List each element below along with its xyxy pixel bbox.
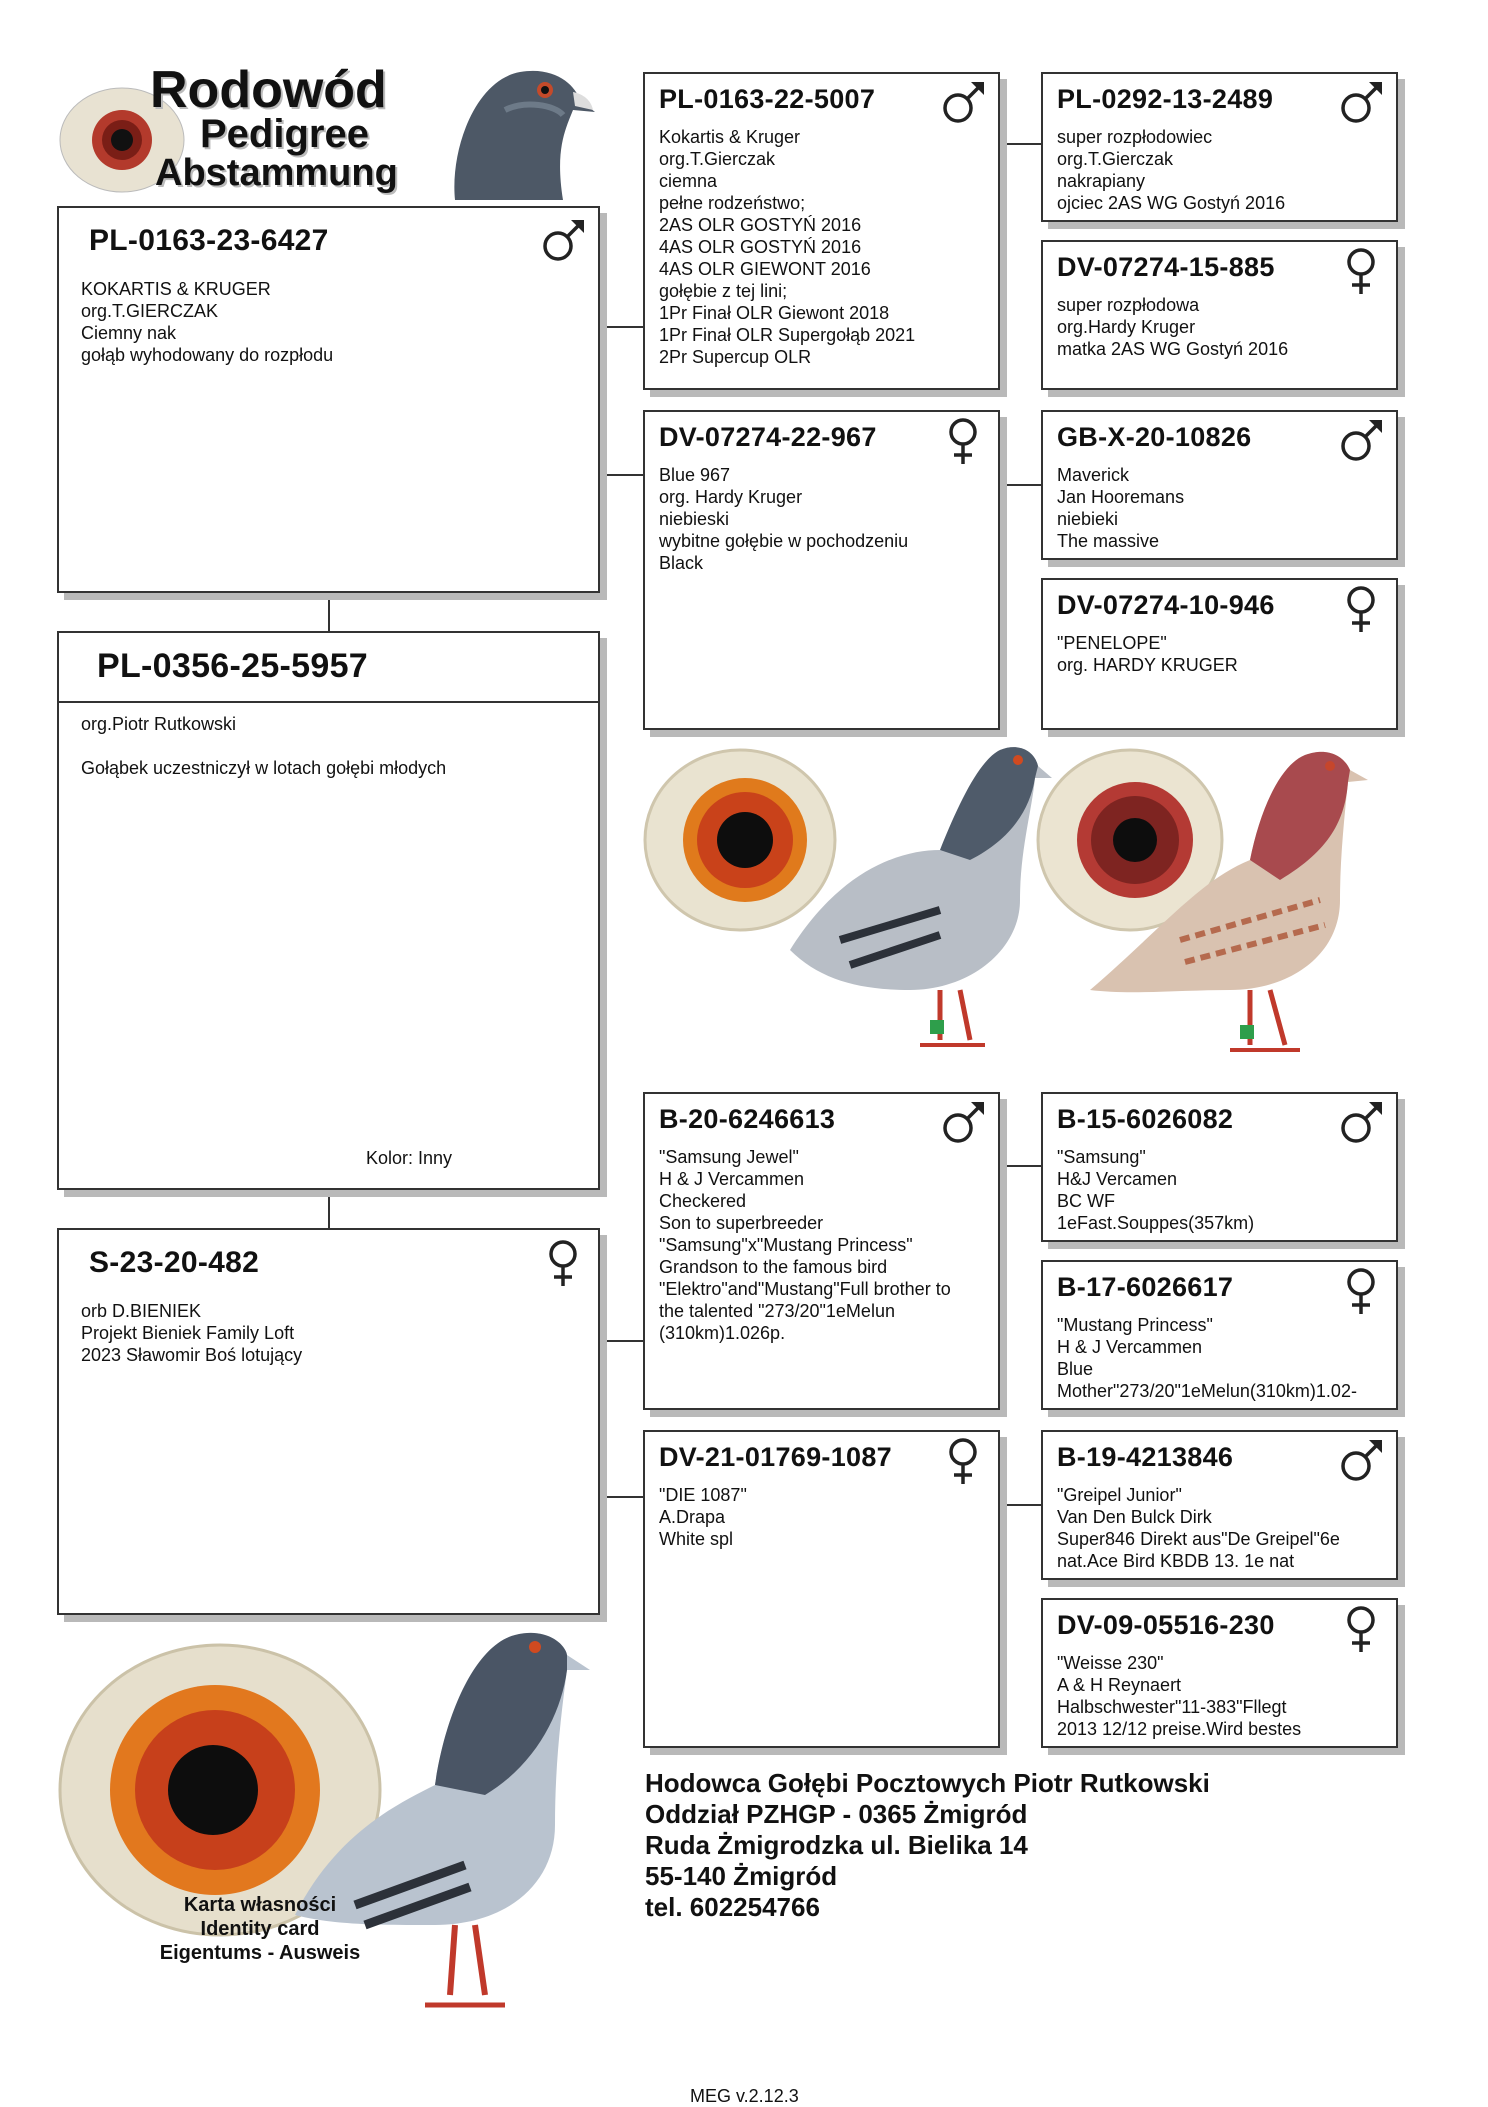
subject-color: Kolor: Inny	[366, 1148, 453, 1168]
grandparent-details	[659, 126, 988, 368]
grandparent-line: niebieski	[659, 509, 730, 529]
grandparent-line: Black	[659, 553, 704, 573]
grandparent-line: "Samsung Jewel"	[659, 1147, 799, 1167]
great-grandparent-box[interactable]	[1041, 240, 1398, 390]
id-card-pl: Karta własności	[183, 1894, 337, 1916]
great-grandparent-line: org.T.Gierczak	[1057, 149, 1174, 169]
grandparent-line: "Samsung"x"Mustang Princess"	[659, 1235, 913, 1255]
dam-ring: S-23-20-482	[89, 1246, 260, 1279]
great-grandparent-ring: DV-07274-10-946	[1057, 590, 1275, 620]
grandparent-line: 4AS OLR GOSTYŃ 2016	[659, 237, 862, 257]
id-card-en: Identity card	[200, 1918, 320, 1940]
grandparent-box[interactable]	[643, 1092, 1000, 1410]
connector-subject-dam	[328, 1190, 330, 1228]
great-grandparent-ring: DV-07274-15-885	[1057, 252, 1275, 282]
great-grandparent-ring: DV-09-05516-230	[1057, 1610, 1275, 1640]
identity-pigeon-illustration	[55, 1615, 615, 2035]
female-icon	[538, 1238, 588, 1288]
grandparent-ring: DV-07274-22-967	[659, 422, 877, 452]
female-icon	[1336, 584, 1386, 634]
connector-dam-gp3	[600, 1340, 644, 1342]
male-icon	[538, 216, 588, 266]
grandparent-line: 2Pr Supercup OLR	[659, 347, 812, 367]
grandparent-box[interactable]	[643, 72, 1000, 390]
sire-line: org.T.GIERCZAK	[81, 301, 219, 321]
great-grandparent-box[interactable]	[1041, 1598, 1398, 1748]
great-grandparent-line: "Samsung"	[1057, 1147, 1146, 1167]
connector-dam-gp4	[600, 1496, 644, 1498]
great-grandparent-ring: PL-0292-13-2489	[1057, 84, 1274, 114]
great-grandparent-line: nakrapiany	[1057, 171, 1146, 191]
title-pedigree: Pedigree	[200, 112, 369, 156]
great-grandparent-details	[1057, 1484, 1386, 1572]
grandparent-line: pełne rodzeństwo;	[659, 193, 806, 213]
male-icon	[1336, 1436, 1386, 1486]
great-grandparent-ring: GB-X-20-10826	[1057, 422, 1252, 452]
great-grandparent-box[interactable]	[1041, 578, 1398, 730]
great-grandparent-line: "PENELOPE"	[1057, 633, 1167, 653]
grandparent-line: Grandson to the famous bird	[659, 1257, 888, 1277]
great-grandparent-line: "Greipel Junior"	[1057, 1485, 1182, 1505]
great-grandparent-line: The massive	[1057, 531, 1160, 551]
grandparent-ring: B-20-6246613	[659, 1104, 836, 1134]
pigeon-photos-illustration	[640, 740, 1400, 1080]
grandparent-line: 2AS OLR GOSTYŃ 2016	[659, 215, 862, 235]
great-grandparent-line: 2013 12/12 preise.Wird bestes	[1057, 1719, 1302, 1739]
grandparent-line: Checkered	[659, 1191, 747, 1211]
grandparent-ring: DV-21-01769-1087	[659, 1442, 892, 1472]
connector-sire-subject	[328, 593, 330, 633]
grandparent-line: the talented "273/20"1eMelun	[659, 1301, 895, 1321]
great-grandparent-line: Jan Hooremans	[1057, 487, 1185, 507]
subject-divider	[59, 701, 598, 703]
sire-box[interactable]	[57, 206, 600, 593]
grandparent-line: Kokartis & Kruger	[659, 127, 801, 147]
great-grandparent-line: Mother"273/20"1eMelun(310km)1.02-	[1057, 1381, 1357, 1401]
great-grandparent-line: org. HARDY KRUGER	[1057, 655, 1238, 675]
great-grandparent-line: matka 2AS WG Gostyń 2016	[1057, 339, 1289, 359]
grandparent-line: Blue 967	[659, 465, 731, 485]
male-icon	[1336, 78, 1386, 128]
identity-card-label	[130, 1893, 390, 1965]
great-grandparent-line: Blue	[1057, 1359, 1094, 1379]
grandparent-line: 4AS OLR GIEWONT 2016	[659, 259, 871, 279]
grandparent-line: org.T.Gierczak	[659, 149, 776, 169]
male-icon	[938, 1098, 988, 1148]
grandparent-details	[659, 1484, 988, 1550]
subject-box[interactable]	[57, 631, 600, 1190]
great-grandparent-box[interactable]	[1041, 410, 1398, 560]
pigeon-blue-icon	[790, 747, 1052, 1045]
great-grandparent-line: Van Den Bulck Dirk	[1057, 1507, 1212, 1527]
dam-line: orb D.BIENIEK	[81, 1301, 202, 1321]
grandparent-line: H & J Vercammen	[659, 1169, 805, 1189]
grandparent-line: 1Pr Finał OLR Supergołąb 2021	[659, 325, 916, 345]
grandparent-line: "DIE 1087"	[659, 1485, 747, 1505]
dam-line: Projekt Bieniek Family Loft	[81, 1323, 295, 1343]
subject-line: Gołąbek uczestniczył w lotach gołębi młodych	[81, 758, 447, 778]
great-grandparent-details	[1057, 1146, 1386, 1234]
female-icon	[1336, 1604, 1386, 1654]
female-icon	[1336, 1266, 1386, 1316]
male-icon	[1336, 416, 1386, 466]
sire-line: KOKARTIS & KRUGER	[81, 279, 271, 299]
great-grandparent-line: super rozpłodowa	[1057, 295, 1200, 315]
sire-line: gołąb wyhodowany do rozpłodu	[81, 345, 334, 365]
great-grandparent-box[interactable]	[1041, 1260, 1398, 1410]
grandparent-line: White spl	[659, 1529, 734, 1549]
grandparent-line: A.Drapa	[659, 1507, 726, 1527]
great-grandparent-line: Super846 Direkt aus"De Greipel"6e	[1057, 1529, 1340, 1549]
female-icon	[1336, 246, 1386, 296]
breeder-branch: Oddział PZHGP - 0365 Żmigród	[645, 1799, 1028, 1829]
connector-gp2-ggp	[997, 484, 1041, 486]
title-rodowod: Rodowód	[150, 61, 387, 119]
female-icon	[938, 1436, 988, 1486]
header-pigeon-head-icon	[445, 60, 595, 200]
male-icon	[938, 78, 988, 128]
breeder-city: 55-140 Żmigród	[645, 1861, 838, 1891]
dam-box[interactable]	[57, 1228, 600, 1615]
grandparent-line: org. Hardy Kruger	[659, 487, 803, 507]
great-grandparent-details	[1057, 294, 1386, 360]
grandparent-line: "Elektro"and"Mustang"Full brother to	[659, 1279, 951, 1299]
subject-line	[81, 735, 588, 757]
subject-ring: PL-0356-25-5957	[97, 647, 369, 685]
great-grandparent-line: nat.Ace Bird KBDB 13. 1e nat	[1057, 1551, 1295, 1571]
breeder-street: Ruda Żmigrodzka ul. Bielika 14	[645, 1830, 1028, 1860]
great-grandparent-line: "Weisse 230"	[1057, 1653, 1164, 1673]
title-abstammung: Abstammung	[155, 152, 398, 194]
grandparent-box[interactable]	[643, 1430, 1000, 1748]
breeder-info	[645, 1768, 1210, 1923]
breeder-phone: tel. 602254766	[645, 1892, 820, 1922]
header-logo	[55, 60, 615, 200]
grandparent-line: gołębie z tej lini;	[659, 281, 788, 301]
great-grandparent-ring: B-17-6026617	[1057, 1272, 1234, 1302]
grandparent-box[interactable]	[643, 410, 1000, 730]
great-grandparent-box[interactable]	[1041, 1092, 1398, 1242]
great-grandparent-line: H & J Vercammen	[1057, 1337, 1203, 1357]
breeder-name: Hodowca Gołębi Pocztowych Piotr Rutkowski	[645, 1768, 1210, 1798]
great-grandparent-details	[1057, 1314, 1386, 1402]
version-label: MEG v.2.12.3	[690, 2086, 799, 2106]
grandparent-line: wybitne gołębie w pochodzeniu	[659, 531, 909, 551]
connector-gp1-ggp	[997, 143, 1041, 145]
great-grandparent-line: Maverick	[1057, 465, 1130, 485]
great-grandparent-line: A & H Reynaert	[1057, 1675, 1182, 1695]
great-grandparent-box[interactable]	[1041, 1430, 1398, 1580]
id-card-de: Eigentums - Ausweis	[159, 1942, 361, 1964]
great-grandparent-line: 1eFast.Souppes(357km)	[1057, 1213, 1255, 1233]
male-icon	[1336, 1098, 1386, 1148]
grandparent-line: (310km)1.026p.	[659, 1323, 786, 1343]
dam-details	[81, 1300, 588, 1366]
great-grandparent-line: niebieki	[1057, 509, 1119, 529]
great-grandparent-ring: B-19-4213846	[1057, 1442, 1234, 1472]
grandparent-details	[659, 1146, 988, 1344]
connector-sire-gp1	[600, 326, 644, 328]
great-grandparent-line: org.Hardy Kruger	[1057, 317, 1196, 337]
great-grandparent-line: super rozpłodowiec	[1057, 127, 1213, 147]
great-grandparent-line: ojciec 2AS WG Gostyń 2016	[1057, 193, 1286, 213]
great-grandparent-ring: B-15-6026082	[1057, 1104, 1234, 1134]
grandparent-line: 1Pr Finał OLR Giewont 2018	[659, 303, 890, 323]
great-grandparent-details	[1057, 464, 1386, 552]
great-grandparent-details	[1057, 1652, 1386, 1740]
grandparent-line: ciemna	[659, 171, 718, 191]
sire-details	[81, 278, 588, 366]
great-grandparent-box[interactable]	[1041, 72, 1398, 222]
great-grandparent-line: "Mustang Princess"	[1057, 1315, 1213, 1335]
grandparent-line: Son to superbreeder	[659, 1213, 824, 1233]
great-grandparent-line: BC WF	[1057, 1191, 1115, 1211]
sire-line: Ciemny nak	[81, 323, 177, 343]
subject-details	[81, 713, 588, 779]
grandparent-details	[659, 464, 988, 574]
subject-line: org.Piotr Rutkowski	[81, 714, 237, 734]
connector-gp3-ggp	[997, 1165, 1041, 1167]
dam-line: 2023 Sławomir Boś lotujący	[81, 1345, 303, 1365]
great-grandparent-details	[1057, 126, 1386, 214]
great-grandparent-line: Halbschwester"11-383"Fllegt	[1057, 1697, 1287, 1717]
grandparent-ring: PL-0163-22-5007	[659, 84, 876, 114]
connector-sire-gp2	[600, 474, 644, 476]
connector-gp4-ggp	[997, 1504, 1041, 1506]
sire-ring: PL-0163-23-6427	[89, 224, 329, 257]
great-grandparent-line: H&J Vercamen	[1057, 1169, 1178, 1189]
great-grandparent-details	[1057, 632, 1386, 676]
eye-left-icon	[645, 750, 835, 930]
female-icon	[938, 416, 988, 466]
